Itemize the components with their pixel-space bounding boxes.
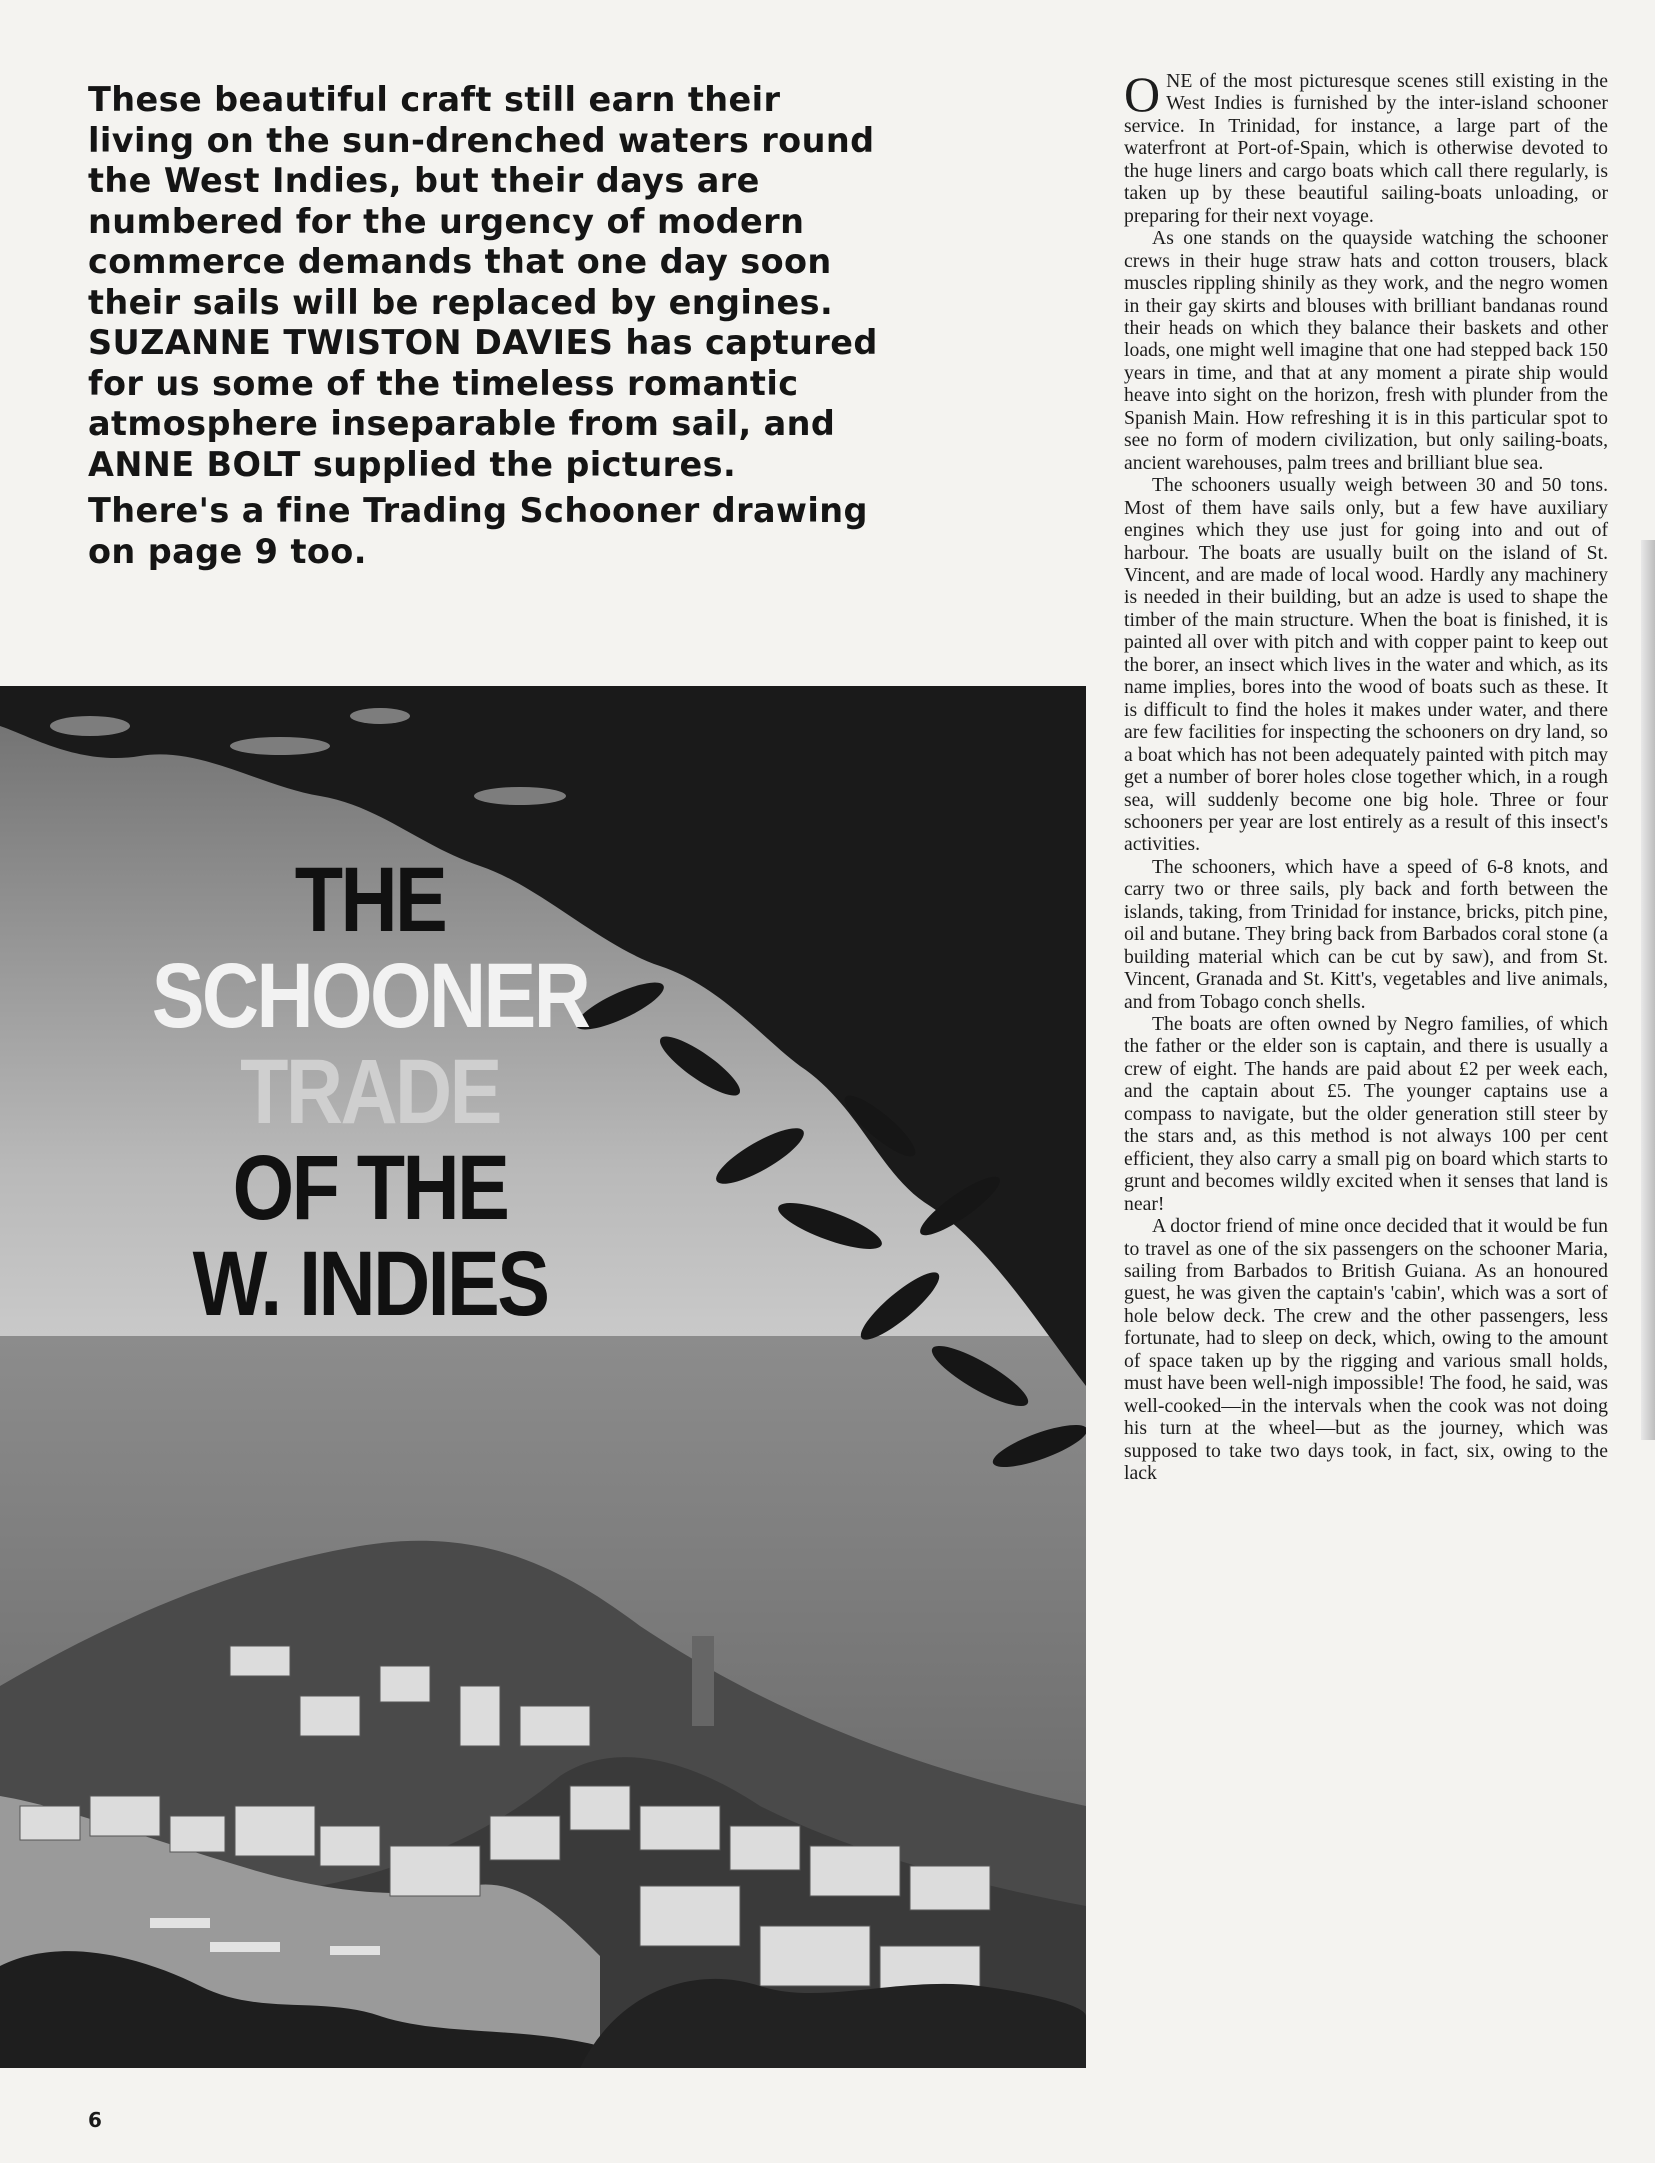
harbour-photo [0, 686, 1086, 2068]
article-paragraph: A doctor friend of mine once decided that it would be fun to travel as one of the six passengers on the schooner Maria, sailing from Barbados to British Guiana. As an honoured guest, he was given the captain's 'cabin', which was a sort of hole below deck. The crew and the other passengers, less fortunate, had to sleep on deck, which, owing to the amount of space taken up by the rigging and various small holds, must have been well-nigh impossible! The food, he said, was well-cooked—in the intervals when the cook was not doing his turn at the wheel—but as the journey, which was supposed to take two days took, in fact, six, owing to the lack [1124, 1215, 1608, 1485]
article-paragraph: As one stands on the quayside watching the schooner crews in their huge straw hats and cotton trousers, black muscles rippling shinily as they work, and the negro women in their gay skirts and blouses with brilliant bandanas round their heads on which they balance their baskets and other loads, one might well imagine that one had stepped back 150 years in time, and that at any moment a pirate ship would heave into sight on the horizon, fresh with plunder from the Spanish Main. How refreshing it is in this particular spot to see no form of modern civilization, but only sailing-boats, ancient warehouses, palm trees and brilliant blue sea. [1124, 227, 1608, 474]
page-edge [1641, 540, 1655, 1440]
headline-line-schooner: SCHOONER [151, 945, 589, 1047]
headline-line-the: THE [294, 849, 446, 951]
article-paragraph: ONE of the most picturesque scenes still existing in the West Indies is furnished by the inter-island schooner service. In Trinidad, for instance, a large part of the waterfront at Port-of-Spain, which is otherwise devoted to the huge liners and cargo boats which call there regularly, is taken up by these beautiful sailing-boats unloading, or preparing for their next voyage. [1124, 66, 1608, 227]
article-paragraph: The boats are often owned by Negro families, of which the father or the elder son is captain, and there is usually a crew of eight. The hands are paid about £2 per week each, and the captain about £5. The younger captains use a compass to navigate, but the older generation still steer by the stars and, as this method is not always 100 per cent efficient, they also carry a small pig on board which starts to grunt and becomes wildly excited when it senses that land is near! [1124, 1013, 1608, 1215]
intro-lead: These beautiful craft still earn their living on the sun-drenched waters round the West Indies, but their days are numbered for the urgency of modern commerce demands that one day soon their sails will be replaced by engines. SUZANNE TWISTON DAVIES has captured for us some of the timeless romantic atmosphere inseparable from sail, and ANNE BOLT supplied the pictures. [88, 80, 878, 484]
intro-note: There's a fine Trading Schooner drawing on page 9 too. [88, 491, 868, 571]
headline-line-w-indies: W. INDIES [192, 1233, 548, 1335]
headline-line-of-the: OF THE [232, 1137, 508, 1239]
article-paragraph: The schooners usually weigh between 30 and 50 tons. Most of them have sails only, but a few have auxiliary engines which they use just for going into and out of harbour. The boats are usually built on the island of St. Vincent, and are made of local wood. Hardly any machinery is needed in their building, but an adze is used to shape the timber of the main structure. When the boat is finished, it is painted all over with pitch and with copper paint to keep out the borer, an insect which lives in the water and which, as its name implies, bores into the wood of boats such as these. It is difficult to find the holes it makes under water, and there are few facilities for inspecting the schooners on dry land, so a boat which has not been adequately painted with pitch may get a number of borer holes close together which, in a rough sea, will suddenly become one big hole. Three or four schooners per year are lost entirely as a result of this insect's activities. [1124, 474, 1608, 856]
drop-cap: O [1124, 66, 1161, 122]
article-body [1124, 66, 1608, 1485]
article-paragraph: The schooners, which have a speed of 6-8 knots, and carry two or three sails, ply back and forth between the islands, taking, from Trinidad for instance, bricks, pitch pine, oil and butane. They bring back from Barbados coral stone (a building material which can be cut by saw), and from St. Vincent, Granada and St. Kitt's, vegetables and live animals, and from Tobago conch shells. [1124, 855, 1608, 1013]
page-number: 6 [88, 2108, 102, 2132]
headline [60, 849, 680, 1335]
headline-line-trade: TRADE [240, 1041, 500, 1143]
intro-standfirst [88, 80, 888, 578]
